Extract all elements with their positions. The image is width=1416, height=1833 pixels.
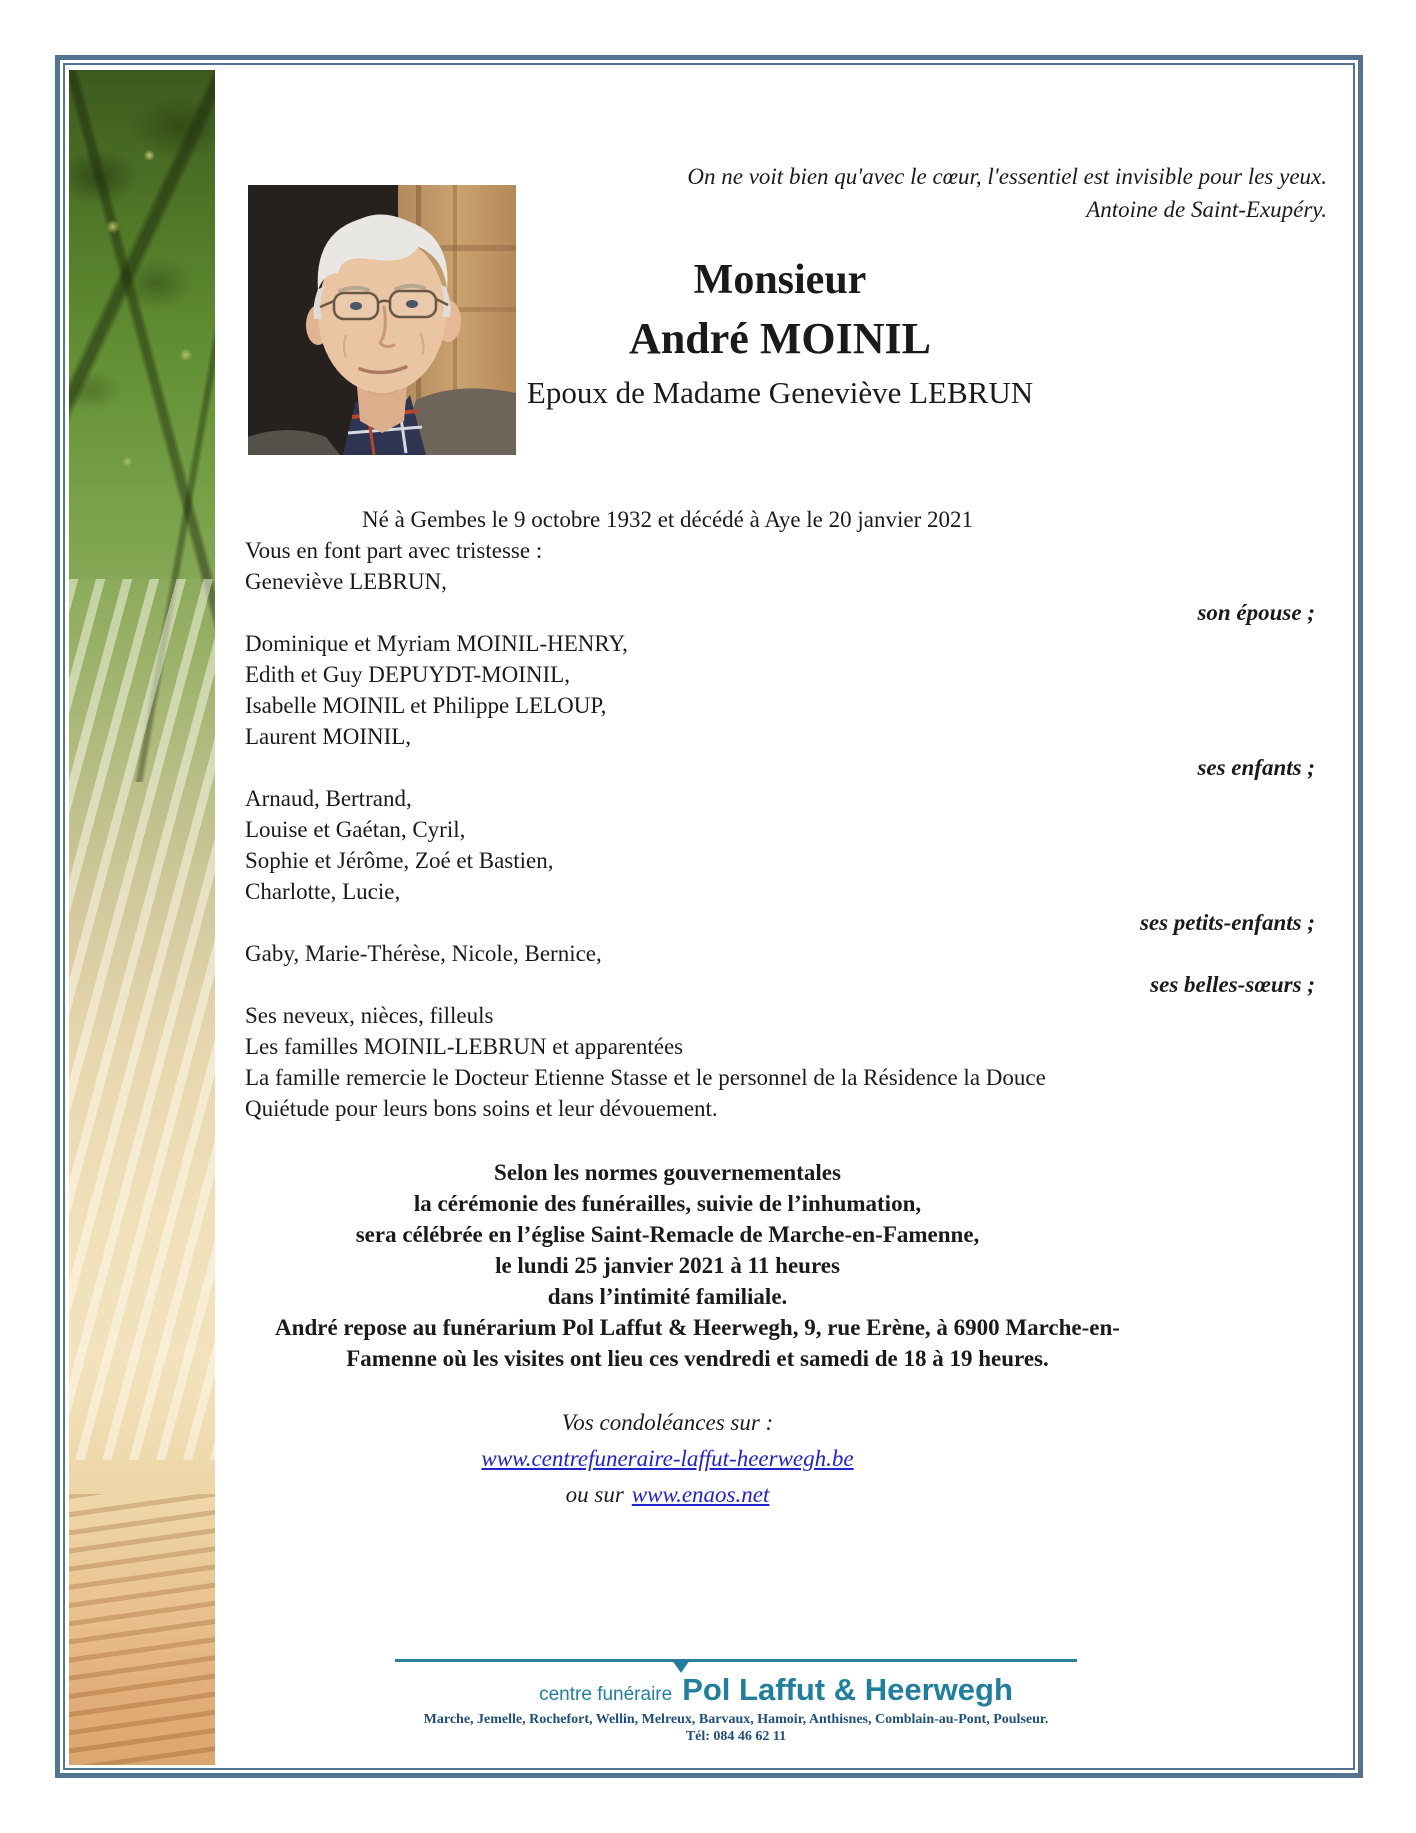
ceremony-line: Selon les normes gouvernementales <box>494 1160 841 1185</box>
family-name-line: Laurent MOINIL, <box>245 724 412 749</box>
announcement-body <box>245 504 1315 1515</box>
family-name-line: Charlotte, Lucie, <box>245 879 401 904</box>
birth-death-line: Né à Gembes le 9 octobre 1932 et décédé à Aye le 20 janvier 2021 <box>362 507 973 532</box>
ceremony-line: le lundi 25 janvier 2021 à 11 heures <box>495 1253 840 1278</box>
ceremony-block <box>245 1157 1090 1312</box>
thanks-paragraph: La famille remercie le Docteur Etienne Stasse et le personnel de la Résidence la Douce Quiétude pour leurs bons soins et leur dévouement. <box>245 1065 1046 1121</box>
ceremony-line: la cérémonie des funérailles, suivie de l’inhumation, <box>413 1191 922 1216</box>
relatives-line: Les familles MOINIL-LEBRUN et apparentées <box>245 1034 684 1059</box>
quote-line: On ne voit bien qu'avec le cœur, l'essentiel est invisible pour les yeux. <box>687 164 1327 189</box>
footer-divider <box>395 1659 1077 1662</box>
relation-label-children: ses enfants ; <box>1197 755 1315 780</box>
spouse-line: Epoux de Madame Geneviève LEBRUN <box>526 375 1034 410</box>
condolences-block <box>245 1407 1090 1510</box>
epigraph-quote <box>687 160 1327 226</box>
family-name-line: Isabelle MOINIL et Philippe LELOUP, <box>245 693 607 718</box>
ceremony-line: dans l’intimité familiale. <box>547 1284 788 1309</box>
deceased-name: André MOINIL <box>629 314 931 363</box>
relation-label-spouse: son épouse ; <box>1197 600 1315 625</box>
condolences-label: Vos condoléances sur : <box>561 1410 774 1435</box>
title-block <box>215 252 1345 416</box>
family-name-line: Dominique et Myriam MOINIL-HENRY, <box>245 631 628 656</box>
enaos-website-link[interactable]: www.enaos.net <box>631 1482 770 1507</box>
funeral-home-footer <box>395 1659 1077 1745</box>
forest-path-photo <box>69 70 215 1765</box>
brand-prefix: centre funéraire <box>539 1684 673 1705</box>
family-name-line: Louise et Gaétan, Cyril, <box>245 817 466 842</box>
title-salutation: Monsieur <box>693 257 867 303</box>
condolences-secondary-prefix: ou sur <box>565 1482 624 1507</box>
quote-author: Antoine de Saint-Exupéry. <box>1086 197 1327 222</box>
relation-label-grandchildren: ses petits-enfants ; <box>1139 910 1315 935</box>
funeral-home-logo <box>475 1672 1077 1708</box>
family-name-line: Gaby, Marie-Thérèse, Nicole, Bernice, <box>245 941 602 966</box>
footer-phone: Tél: 084 46 62 11 <box>685 1729 787 1744</box>
family-name-line: Edith et Guy DEPUYDT-MOINIL, <box>245 662 570 687</box>
sunrays-area <box>69 579 215 1460</box>
family-name-line: Geneviève LEBRUN, <box>245 569 447 594</box>
family-name-line: Sophie et Jérôme, Zoé et Bastien, <box>245 848 554 873</box>
relation-label-sisters-in-law: ses belles-sœurs ; <box>1150 972 1315 997</box>
brand-name: Pol Laffut & Heerwegh <box>682 1672 1013 1707</box>
ceremony-line: sera célébrée en l’église Saint-Remacle de Marche-en-Famenne, <box>355 1222 980 1247</box>
triangle-icon <box>672 1660 690 1673</box>
repose-paragraph: André repose au funérarium Pol Laffut & Heerwegh, 9, rue Erène, à 6900 Marche-en-Famenne où les visites ont lieu ces vendredi et samedi de 18 à 19 heures. <box>275 1315 1120 1371</box>
sandy-path-area <box>69 1494 215 1765</box>
footer-locations: Marche, Jemelle, Rochefort, Wellin, Melreux, Barvaux, Hamoir, Anthisnes, Comblain-au-Pont, Poulseur. <box>423 1712 1049 1727</box>
funeral-home-website-link[interactable]: www.centrefuneraire-laffut-heerwegh.be <box>481 1446 854 1471</box>
family-name-line: Arnaud, Bertrand, <box>245 786 412 811</box>
relatives-line: Ses neveux, nièces, filleuls <box>245 1003 494 1028</box>
intro-line: Vous en font part avec tristesse : <box>245 538 543 563</box>
